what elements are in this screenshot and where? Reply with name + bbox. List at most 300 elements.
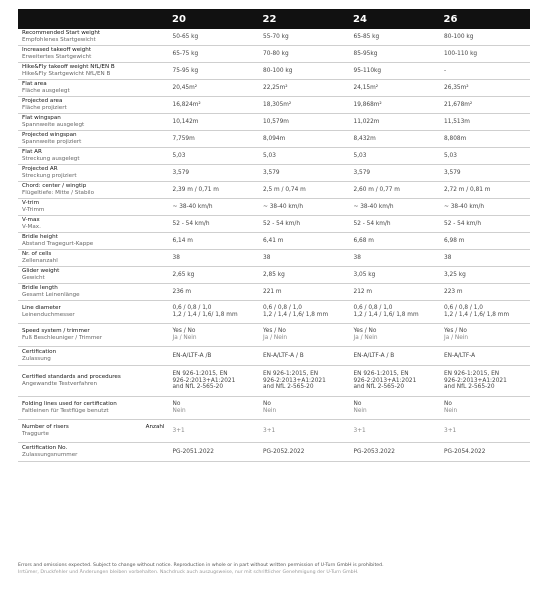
spec-value [168,131,259,148]
value-line: 0,6 / 0,8 / 1,0 [263,305,302,312]
label-en: Certification No. [22,445,68,452]
value-text: EN-A/LTF-A / B [353,352,395,359]
spec-value [440,97,531,114]
value-en: No [353,401,362,408]
value-text: 3,579 [444,169,461,176]
row-label [18,165,168,182]
value-de: Nein [172,408,186,414]
value-line: and NfL 2-565-20 [263,384,314,391]
spec-row [18,29,530,46]
value-text: PG-2053.2022 [353,448,395,455]
row-label [18,301,168,324]
value-text: 6,14 m [172,237,193,244]
value-text: 75-95 kg [172,67,199,74]
spec-value [259,199,350,216]
label-en: Speed system / trimmer [22,328,90,335]
value-text: 10,142m [172,118,199,125]
value-text: 3,579 [263,169,280,176]
value-en: No [444,401,452,408]
row-label [18,397,168,420]
spec-row [18,182,530,199]
spec-value [168,148,259,165]
value-text: 5,03 [172,152,186,159]
value-text: 236 m [172,288,192,295]
spec-value [440,29,531,46]
value-text: 24,15m² [353,84,379,91]
value-de: Ja / Nein [172,335,197,341]
spec-value [259,63,350,80]
spec-value [259,182,350,199]
spec-value [259,267,350,284]
spec-value [440,148,531,165]
spec-row [18,131,530,148]
label-en: Glider weight [22,268,60,275]
spec-value [259,301,350,324]
spec-value [440,284,531,301]
label-en: Recommended Start weight [22,30,101,37]
label-en: Bridle height [22,234,58,241]
spec-value [349,165,440,182]
value-text: 11,513m [444,118,470,125]
row-label [18,347,168,366]
spec-value [168,420,259,443]
spec-row [18,114,530,131]
spec-row [18,301,530,324]
value-en: Yes / No [353,328,377,335]
value-text: 38 [172,254,180,261]
spec-value [168,216,259,233]
spec-value [349,420,440,443]
label-de: Leinenduchmesser [22,312,75,318]
size-header-row [18,9,530,29]
value-line: and NfL 2-565-20 [172,384,224,391]
value-text: 22,25m² [263,84,288,91]
label-en: Line diameter [22,305,61,312]
value-text: EN-A/LTF-A /B [172,352,212,359]
value-text: 5,03 [263,152,276,159]
spec-value [440,182,531,199]
size-header: 20 [168,9,259,29]
label-de: Fuß Beschleuniger / Trimmer [22,335,103,341]
row-label [18,114,168,131]
value-text: 5,03 [353,152,367,159]
label-de: Streckung ausgelegt [22,156,80,162]
value-text: 5,03 [444,152,457,159]
value-line: EN 926-1:2015, EN [263,371,319,378]
value-text: 18,305m² [263,101,292,108]
value-text: 212 m [353,288,373,295]
label-en [22,424,165,431]
value-text: 100-110 kg [444,50,478,57]
value-text: 6,98 m [444,237,465,244]
label-en: Increased takeoff weight [22,47,92,54]
spec-value [259,216,350,233]
header-blank [18,9,168,29]
spec-value [259,443,350,462]
spec-value [349,397,440,420]
spec-value [440,63,531,80]
label-en: V-max [22,217,40,224]
spec-value [259,420,350,443]
label-en-right: Anzahl [145,424,165,431]
value-de: Ja / Nein [353,335,378,341]
row-label [18,216,168,233]
row-label [18,80,168,97]
value-text: 8,094m [263,135,286,142]
value-text: 52 - 54 km/h [172,220,210,227]
value-line: 1,2 / 1,4 / 1,6/ 1,8 mm [172,312,238,318]
spec-value [349,63,440,80]
spec-value [440,250,531,267]
spec-value [440,267,531,284]
spec-value [349,97,440,114]
spec-value [349,366,440,397]
spec-value [440,216,531,233]
label-en: V-trim [22,200,40,207]
value-de: Ja / Nein [444,335,469,341]
value-text: 11,022m [353,118,380,125]
label-de: Gesamt Leinenlänge [22,292,80,298]
label-de: Empfohlenes Startgewicht [22,37,96,43]
spec-value [168,347,259,366]
value-line: 926-2:2013+A1:2021 [263,377,326,384]
value-text: 70-80 kg [263,50,289,57]
value-text: 19,868m² [353,101,382,108]
value-text: 21,678m² [444,101,473,108]
value-text: 3+1 [353,427,366,434]
spec-value [259,148,350,165]
spec-value [259,284,350,301]
spec-value [168,114,259,131]
value-text: 2,65 kg [172,271,195,278]
value-en: Yes / No [263,328,286,335]
value-text: EN-A/LTF-A / B [263,352,304,359]
spec-value [349,216,440,233]
spec-value [440,131,531,148]
size-header: 24 [349,9,440,29]
spec-value [259,250,350,267]
row-label [18,324,168,347]
spec-value [440,165,531,182]
spec-value [168,46,259,63]
value-text: 65-75 kg [172,50,199,57]
spec-value [168,250,259,267]
spec-row [18,80,530,97]
spec-value [349,284,440,301]
value-text: 8,808m [444,135,467,142]
label-en: Flat area [22,81,47,88]
spec-value [349,80,440,97]
disclaimer [18,562,530,576]
value-text: ~ 38-40 km/h [353,203,394,210]
spec-value [259,165,350,182]
spec-value [259,114,350,131]
spec-row [18,165,530,182]
row-label [18,182,168,199]
row-label [18,443,168,462]
value-text: 3+1 [444,427,457,434]
spec-value [259,347,350,366]
value-en: No [172,401,181,408]
row-label [18,148,168,165]
value-de: Ja / Nein [263,335,288,341]
spec-row [18,347,530,366]
spec-value [349,267,440,284]
label-de: Fläche projiziert [22,105,67,111]
value-text: 16,824m² [172,101,201,108]
spec-value [168,324,259,347]
spec-value [259,397,350,420]
value-text: 3+1 [172,427,185,434]
value-text: 65-85 kg [353,33,380,40]
label-de: Zulassung [22,356,51,362]
label-en: Hike&Fly takeoff weight NfL/EN B [22,64,115,71]
spec-value [440,233,531,250]
value-en: Yes / No [444,328,467,335]
spec-value [349,250,440,267]
label-de: Spannweite projiziert [22,139,82,145]
value-de: Nein [263,408,277,414]
spec-row [18,250,530,267]
value-text: 80-100 kg [444,33,474,40]
label-en: Chord: center / wingtip [22,183,87,190]
value-text: EN-A/LTF-A [444,352,476,359]
value-text: 20,45m² [172,84,198,91]
value-text: 52 - 54 km/h [263,220,301,227]
spec-value [349,148,440,165]
label-de: Erweitertes Startgewicht [22,54,92,60]
spec-row [18,284,530,301]
value-text: ~ 38-40 km/h [444,203,485,210]
spec-value [168,233,259,250]
value-text: 38 [263,254,271,261]
row-label [18,131,168,148]
value-text: 80-100 kg [263,67,293,74]
value-text: 221 m [263,288,282,295]
value-text: 3,579 [172,169,190,176]
spec-value [168,182,259,199]
spec-value [440,199,531,216]
spec-value [168,97,259,114]
value-text: 50-65 kg [172,33,199,40]
row-label [18,97,168,114]
spec-value [168,29,259,46]
spec-row [18,324,530,347]
value-line: 0,6 / 0,8 / 1,0 [353,305,393,312]
label-en: Flat wingspan [22,115,61,122]
label-en: Projected wingspan [22,132,77,139]
label-en: Projected AR [22,166,58,173]
row-label [18,63,168,80]
value-en: No [263,401,271,408]
spec-value [349,324,440,347]
label-en: Certification [22,349,57,356]
spec-value [349,347,440,366]
spec-row [18,97,530,114]
size-header: 26 [440,9,531,29]
spec-value [168,80,259,97]
specifications-table [18,9,530,462]
value-text: 7,759m [172,135,195,142]
value-text: 2,60 m / 0,77 m [353,186,400,193]
disclaimer-de: Irrtümer, Druckfehler und Änderungen bleiben vorbehalten. Nachdruck auch auszugsweise, nur mit schriftlicher Genehmigung der U-Turn GmbH. [18,570,359,575]
label-de: Faltleinen für Testflüge benutzt [22,408,109,414]
label-en: Projected area [22,98,63,105]
disclaimer-en: Errors and omissions expected. Subject to change without notice. Reproduction in whole or in part without written permission of U-Turn GmbH is prohibited. [18,563,384,568]
value-text: ~ 38-40 km/h [172,203,213,210]
value-text: 3,579 [353,169,371,176]
value-text: 38 [444,254,452,261]
value-line: 1,2 / 1,4 / 1,6/ 1,8 mm [353,312,419,318]
label-de: Streckung projiziert [22,173,77,179]
label-en: Folding lines used for certification [22,401,117,408]
spec-value [259,97,350,114]
spec-value [259,366,350,397]
label-en: Flat AR [22,149,42,156]
spec-value [168,165,259,182]
spec-value [259,131,350,148]
value-de: Nein [444,408,458,414]
spec-value [168,397,259,420]
spec-value [349,182,440,199]
value-en: Yes / No [172,328,196,335]
label-de: Angewandte Testverfahren [22,381,98,387]
value-text: PG-2052.2022 [263,448,305,455]
spec-value [349,301,440,324]
label-de: Hike&Fly Startgewicht NfL/EN B [22,71,111,77]
row-label [18,284,168,301]
spec-value [440,80,531,97]
value-text: 26,35m² [444,84,469,91]
spec-value [168,63,259,80]
spec-value [168,199,259,216]
spec-value [440,324,531,347]
spec-row [18,199,530,216]
value-text: 52 - 54 km/h [353,220,391,227]
spec-body [18,29,530,462]
spec-row [18,366,530,397]
spec-row [18,397,530,420]
value-text: 95-110kg [353,67,382,74]
spec-value [349,46,440,63]
label-de: Zulassungsnummer [22,452,78,458]
label-de: Zellenanzahl [22,258,58,264]
value-text: 6,41 m [263,237,284,244]
value-text: 10,579m [263,118,289,125]
spec-value [349,233,440,250]
value-text: 6,68 m [353,237,374,244]
spec-value [259,46,350,63]
spec-value [259,29,350,46]
row-label [18,199,168,216]
spec-value [168,284,259,301]
size-header: 22 [259,9,350,29]
value-text: 3,05 kg [353,271,376,278]
value-line: EN 926-1:2015, EN [444,371,500,378]
spec-value [440,114,531,131]
value-line: EN 926-1:2015, EN [353,371,409,378]
value-text: 2,5 m / 0,74 m [263,186,306,193]
value-text: ~ 38-40 km/h [263,203,304,210]
value-text: 2,39 m / 0,71 m [172,186,219,193]
spec-value [168,366,259,397]
row-label [18,267,168,284]
value-text: 2,72 m / 0,81 m [444,186,491,193]
value-text: 85-95kg [353,50,378,57]
value-line: 926-2:2013+A1:2021 [172,377,236,384]
spec-value [259,233,350,250]
value-text: 52 - 54 km/h [444,220,482,227]
row-label [18,29,168,46]
row-label [18,250,168,267]
label-en: Nr. of cells [22,251,52,258]
label-de: V-Trimm [22,207,45,213]
value-line: and NfL 2-565-20 [444,384,495,391]
spec-row [18,443,530,462]
label-de: V-Max. [22,224,41,230]
value-text: 223 m [444,288,463,295]
value-line: 926-2:2013+A1:2021 [353,377,417,384]
spec-value [349,29,440,46]
spec-row [18,233,530,250]
spec-row [18,46,530,63]
spec-value [440,46,531,63]
spec-value [349,131,440,148]
spec-row [18,148,530,165]
spec-value [440,366,531,397]
spec-row [18,216,530,233]
spec-value [440,420,531,443]
label-en: Certified standards and procedures [22,374,121,381]
value-de: Nein [353,408,367,414]
spec-value [349,114,440,131]
label-de: Abstand Tragegurt-Kappe [22,241,94,247]
spec-value [168,267,259,284]
label-de: Spannweite ausgelegt [22,122,85,128]
spec-value [259,80,350,97]
spec-value [349,199,440,216]
row-label [18,46,168,63]
value-line: 0,6 / 0,8 / 1,0 [444,305,483,312]
spec-value [440,301,531,324]
row-label [18,233,168,250]
label-de: Gewicht [22,275,45,281]
value-line: EN 926-1:2015, EN [172,371,228,378]
spec-value [440,397,531,420]
value-text: 2,85 kg [263,271,285,278]
value-text: 3+1 [263,427,276,434]
spec-row [18,267,530,284]
value-line: 1,2 / 1,4 / 1,6/ 1,8 mm [444,312,510,318]
spec-value [349,443,440,462]
row-label [18,420,168,443]
value-line: and NfL 2-565-20 [353,384,405,391]
value-text: 3,25 kg [444,271,466,278]
value-text: PG-2054.2022 [444,448,486,455]
value-text: 38 [353,254,361,261]
spec-row [18,63,530,80]
row-label [18,366,168,397]
label-de: Traggurte [22,431,49,437]
value-text: 8,432m [353,135,376,142]
value-line: 0,6 / 0,8 / 1,0 [172,305,212,312]
value-text: - [444,67,447,74]
value-text: 55-70 kg [263,33,289,40]
spec-value [440,443,531,462]
label-en: Bridle length [22,285,58,292]
value-line: 1,2 / 1,4 / 1,6/ 1,8 mm [263,312,329,318]
spec-value [168,301,259,324]
